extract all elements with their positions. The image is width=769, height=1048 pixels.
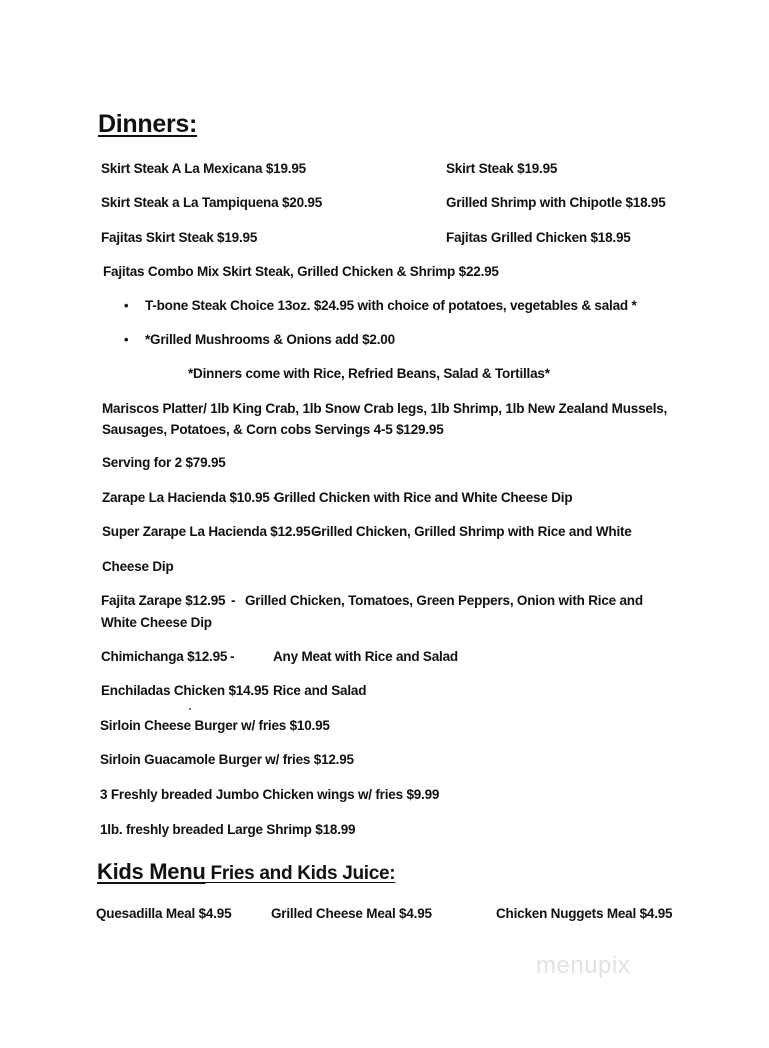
menu-item-fajita-zarape-dash: - (231, 593, 236, 608)
kids-item-grilled-cheese: Grilled Cheese Meal $4.95 (271, 906, 432, 921)
menu-item-super-zarape-desc: Grilled Chicken, Grilled Shrimp with Rice and White (311, 524, 632, 539)
menu-item-chimichanga-name: Chimichanga $12.95 (101, 649, 228, 664)
menu-item-large-shrimp: 1lb. freshly breaded Large Shrimp $18.99 (100, 822, 356, 837)
menu-item-sirloin-guacamole-burger: Sirloin Guacamole Burger w/ fries $12.95 (100, 752, 354, 767)
menu-item-zarape-name: Zarape La Hacienda $10.95 - (102, 490, 278, 505)
kids-item-chicken-nuggets: Chicken Nuggets Meal $4.95 (496, 906, 673, 921)
kids-heading-sub (206, 863, 396, 884)
stray-dot (189, 708, 191, 710)
menu-item-super-zarape-name: Super Zarape La Hacienda $12.95 - (102, 524, 319, 539)
menu-item-mushrooms-onions: *Grilled Mushrooms & Onions add $2.00 (145, 332, 395, 347)
menu-item-skirt-steak: Skirt Steak $19.95 (446, 161, 558, 176)
menu-item-serving-for-two: Serving for 2 $79.95 (102, 455, 226, 470)
bullet-icon: • (124, 298, 129, 313)
dinners-note: *Dinners come with Rice, Refried Beans, Salad & Tortillas* (188, 366, 550, 381)
menu-item-sirloin-cheese-burger: Sirloin Cheese Burger w/ fries $10.95 (100, 718, 330, 733)
kids-heading-main: Kids Menu (97, 859, 206, 884)
menu-item-fajita-zarape-desc-cont: White Cheese Dip (101, 615, 212, 630)
menu-item-fajita-zarape-desc: Grilled Chicken, Tomatoes, Green Peppers, Onion with Rice and (245, 593, 643, 608)
kids-heading-sub-text: Fries and Kids Juice: (210, 863, 396, 884)
menu-item-chicken-wings: 3 Freshly breaded Jumbo Chicken wings w/ fries $9.99 (100, 787, 440, 802)
menupix-watermark: menupix (536, 952, 631, 979)
menu-item-chimichanga-dash: - (230, 649, 235, 664)
menu-item-fajitas-combo: Fajitas Combo Mix Skirt Steak, Grilled Chicken & Shrimp $22.95 (103, 264, 499, 279)
menu-item-fajitas-skirt-steak: Fajitas Skirt Steak $19.95 (101, 230, 258, 245)
menu-item-zarape-desc: Grilled Chicken with Rice and White Cheese Dip (274, 490, 573, 505)
menu-item-mariscos-line1: Mariscos Platter/ 1lb King Crab, 1lb Snow Crab legs, 1lb Shrimp, 1lb New Zealand Mussels, (102, 401, 668, 416)
dinners-heading: Dinners: (98, 110, 198, 138)
menu-item-fajitas-grilled-chicken: Fajitas Grilled Chicken $18.95 (446, 230, 631, 245)
kids-item-quesadilla: Quesadilla Meal $4.95 (96, 906, 232, 921)
menu-item-skirt-steak-tampiquena: Skirt Steak a La Tampiquena $20.95 (101, 195, 323, 210)
menu-item-fajita-zarape-name: Fajita Zarape $12.95 (101, 593, 226, 608)
bullet-icon: • (124, 332, 129, 347)
menu-item-skirt-steak-mexicana: Skirt Steak A La Mexicana $19.95 (101, 161, 306, 176)
menu-item-chimichanga-desc: Any Meat with Rice and Salad (273, 649, 458, 664)
menu-item-grilled-shrimp-chipotle: Grilled Shrimp with Chipotle $18.95 (446, 195, 666, 210)
kids-heading (97, 859, 395, 885)
menu-item-tbone: T-bone Steak Choice 13oz. $24.95 with choice of potatoes, vegetables & salad * (145, 298, 637, 313)
menu-item-enchiladas-name: Enchiladas Chicken $14.95 (101, 683, 269, 698)
menu-item-super-zarape-desc-cont: Cheese Dip (102, 559, 174, 574)
menu-item-mariscos-line2: Sausages, Potatoes, & Corn cobs Servings 4-5 $129.95 (102, 422, 444, 437)
menu-item-enchiladas-desc: Rice and Salad (273, 683, 367, 698)
